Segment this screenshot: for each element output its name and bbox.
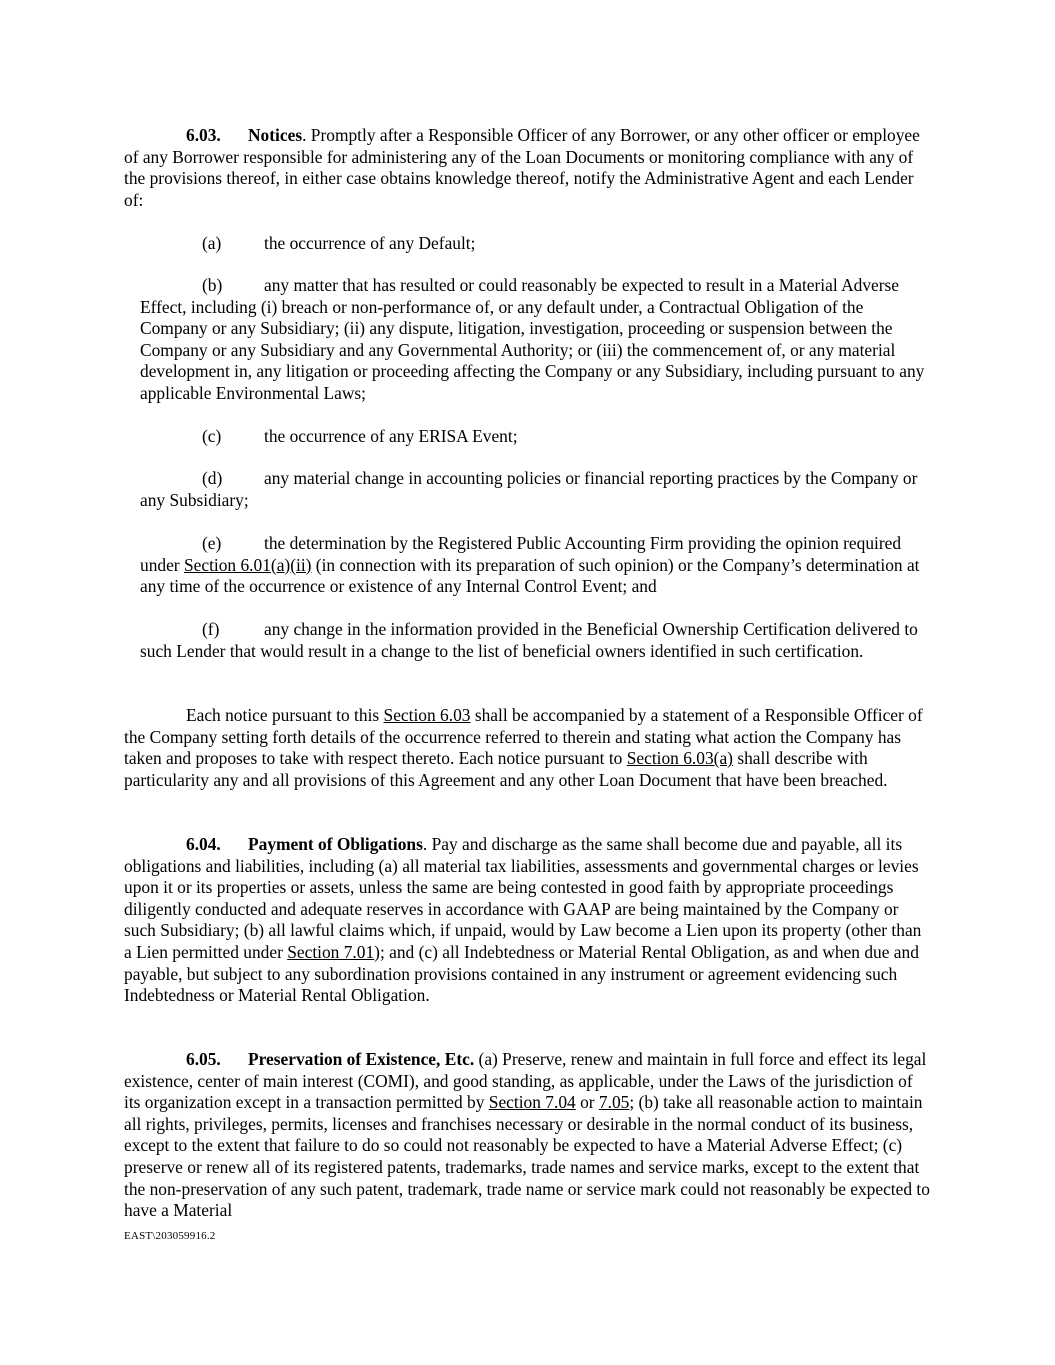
section-title: Notices — [248, 125, 303, 145]
clause-label: (a) — [202, 233, 222, 253]
clause-label: (d) — [202, 468, 223, 488]
section-6-05 — [124, 1049, 930, 1222]
section-6-04 — [124, 834, 930, 1007]
clause-label: (e) — [202, 533, 222, 553]
section-title: Payment of Obligations — [248, 834, 423, 854]
clause-text: (in connection with its preparation of such opinion) or the Company’s determination at any time of the occurrence or existence of any Internal Control Event; and — [140, 554, 920, 597]
section-text: . Promptly after a Responsible Officer of any Borrower, or any other officer or employee of any Borrower responsible for administering any of the Loan Documents or monitoring compliance with any of the provisions thereof, in either case obtains knowledge thereof, notify the Administrative Agent and each Lender of: — [124, 125, 920, 210]
clause-c — [202, 426, 518, 448]
cross-reference-link[interactable]: Section 6.03 — [383, 705, 471, 725]
section-text: ; (b) take all reasonable action to maintain all rights, privileges, permits, licenses and franchises necessary or desirable in the normal conduct of its business, except to the extent that failure to do so could not reasonably be expected to have a Material Adverse Effect; (c) preserve or renew all of its registered patents, trademarks, trade names and service marks, except to the extent that the non-preservation of any such patent, trademark, trade name or service mark could not reasonably be expected to have a Material — [124, 1092, 930, 1221]
clause-text: the occurrence of any ERISA Event; — [264, 426, 518, 446]
cross-reference-link[interactable]: Section 7.01 — [287, 941, 375, 962]
clause-label: (c) — [202, 426, 222, 446]
closing-text: Each notice pursuant to this — [186, 705, 384, 725]
closing-text: shall describe with particularity any and all provisions of this Agreement and any other Loan Document that have been breached. — [124, 748, 888, 790]
clause-e — [140, 533, 932, 598]
clause-text: the determination by the Registered Public Accounting Firm providing the opinion required under — [140, 533, 902, 575]
clause-a — [202, 233, 475, 255]
cross-reference-link[interactable]: Section 7.04 — [488, 1092, 576, 1113]
clause-text: the occurrence of any Default; — [264, 233, 476, 253]
section-number: 6.05. — [186, 1049, 221, 1069]
document-id-footer: EAST\203059916.2 — [124, 1230, 216, 1242]
section-number: 6.03. — [186, 125, 221, 145]
section-text: ); and (c) all Indebtedness or Material Rental Obligation, as and when due and payable, but subject to any subordination provisions contained in any instrument or agreement evidencing such Indebtedness or Material Rental Obligation. — [124, 941, 919, 1006]
cross-reference-link[interactable]: Section 6.03(a) — [626, 748, 733, 769]
section-text: . Pay and discharge as the same shall become due and payable, all its obligations and liabilities, including (a) all material tax liabilities, assessments and governmental charges or levies upon it or its properties or assets, unless the same are being contested in good faith by appropriate proceedings diligently conducted and adequate reserves in accordance with GAAP are being maintained by the Company or such Subsidiary; (b) all lawful claims which, if unpaid, would by Law become a Lien upon its property (other than a Lien permitted under — [124, 834, 922, 962]
clause-f — [140, 619, 932, 662]
clause-b — [140, 275, 932, 405]
section-6-03-intro — [124, 125, 930, 211]
cross-reference-link[interactable]: 7.05 — [598, 1092, 630, 1113]
clause-label: (b) — [202, 275, 223, 295]
section-title: Preservation of Existence, Etc. — [248, 1049, 475, 1069]
section-text: or — [575, 1092, 599, 1113]
clause-label: (f) — [202, 619, 220, 639]
closing-text: shall be accompanied by a statement of a Responsible Officer of the Company setting forth details of the occurrence referred to therein and stating what action the Company has taken and proposes to take with respect thereto. Each notice pursuant to — [124, 705, 923, 769]
section-text: (a) Preserve, renew and maintain in full force and effect its legal existence, center of main interest (COMI), and good standing, as applicable, under the Laws of the jurisdiction of its organization except in a transaction permitted by — [124, 1049, 927, 1113]
section-number: 6.04. — [186, 834, 221, 854]
section-6-03-closing — [124, 705, 930, 791]
clause-text: any change in the information provided in the Beneficial Ownership Certification delivered to such Lender that would result in a change to the list of beneficial owners identified in such certification. — [140, 619, 918, 661]
cross-reference-link[interactable]: Section 6.01(a)(ii) — [183, 554, 312, 575]
clause-text: any matter that has resulted or could reasonably be expected to result in a Material Adverse Effect, including (i) breach or non-performance of, or any default under, a Contractual Obligation of the Company or any Subsidiary; (ii) any dispute, litigation, investigation, proceeding or suspension between the Company or any Subsidiary and any Governmental Authority; or (iii) the commencement of, or any material development in, any litigation or proceeding affecting the Company or any Subsidiary, including pursuant to any applicable Environmental Laws; — [140, 275, 925, 403]
clause-text: any material change in accounting policies or financial reporting practices by the Company or any Subsidiary; — [140, 468, 918, 510]
clause-d — [140, 468, 932, 511]
